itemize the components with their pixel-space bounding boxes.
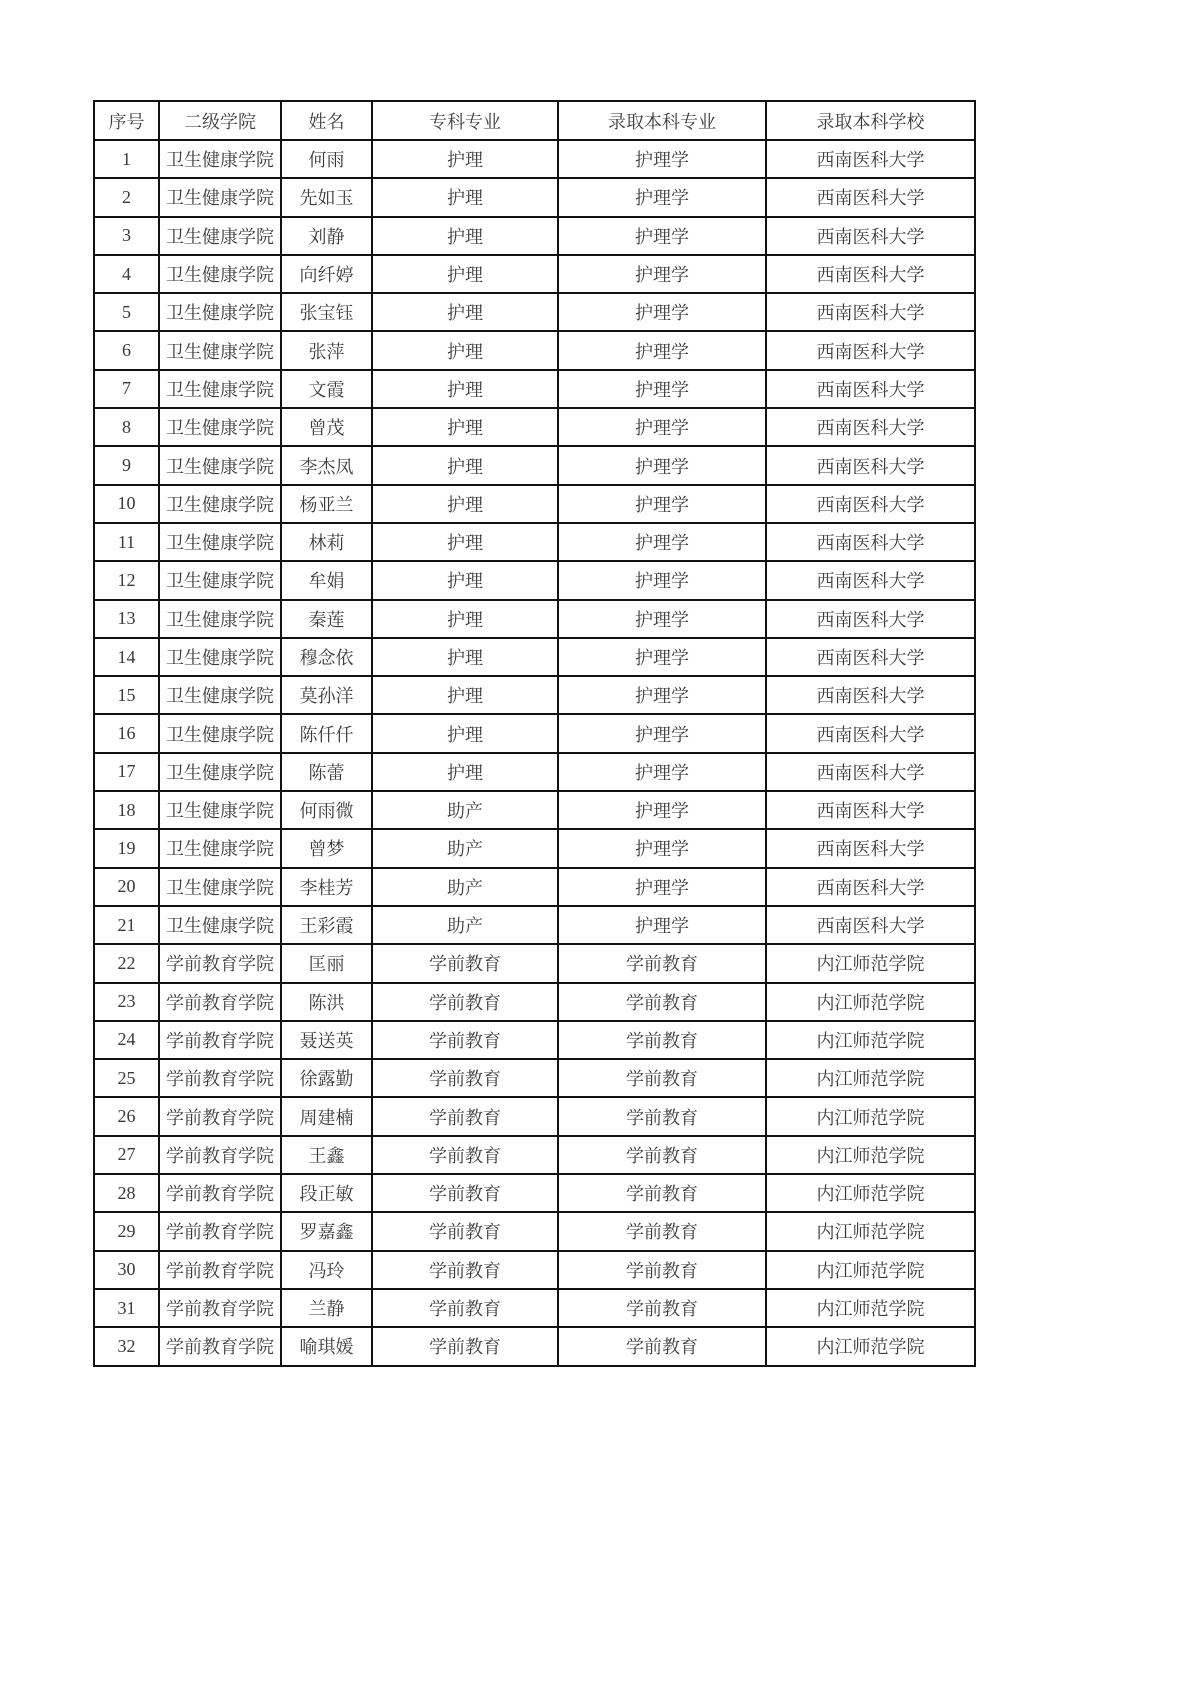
table-row	[94, 1021, 975, 1059]
table-row	[94, 1136, 975, 1174]
cell-diploma-major: 护理	[372, 446, 558, 484]
table-row	[94, 446, 975, 484]
cell-admitted-school: 内江师范学院	[766, 1212, 975, 1250]
cell-admitted-school: 西南医科大学	[766, 523, 975, 561]
cell-admitted-school: 西南医科大学	[766, 753, 975, 791]
cell-index: 19	[94, 829, 159, 867]
cell-diploma-major: 护理	[372, 217, 558, 255]
cell-admitted-major: 学前教育	[558, 1021, 766, 1059]
admission-roster-table	[93, 100, 976, 1367]
cell-name: 王彩霞	[281, 906, 372, 944]
cell-college: 卫生健康学院	[159, 370, 281, 408]
table-row	[94, 1174, 975, 1212]
cell-index: 4	[94, 255, 159, 293]
table-row	[94, 791, 975, 829]
cell-diploma-major: 助产	[372, 868, 558, 906]
cell-college: 卫生健康学院	[159, 600, 281, 638]
cell-admitted-school: 西南医科大学	[766, 255, 975, 293]
table-row	[94, 140, 975, 178]
cell-admitted-major: 护理学	[558, 293, 766, 331]
cell-diploma-major: 护理	[372, 370, 558, 408]
cell-name: 曾梦	[281, 829, 372, 867]
cell-admitted-major: 护理学	[558, 829, 766, 867]
table-row	[94, 1212, 975, 1250]
cell-admitted-school: 西南医科大学	[766, 868, 975, 906]
table-row	[94, 676, 975, 714]
cell-admitted-school: 西南医科大学	[766, 178, 975, 216]
cell-admitted-school: 内江师范学院	[766, 1136, 975, 1174]
cell-index: 15	[94, 676, 159, 714]
cell-admitted-school: 内江师范学院	[766, 1289, 975, 1327]
cell-college: 卫生健康学院	[159, 638, 281, 676]
cell-college: 卫生健康学院	[159, 446, 281, 484]
cell-diploma-major: 学前教育	[372, 1021, 558, 1059]
cell-college: 卫生健康学院	[159, 906, 281, 944]
cell-college: 卫生健康学院	[159, 676, 281, 714]
cell-name: 文霞	[281, 370, 372, 408]
cell-index: 6	[94, 331, 159, 369]
cell-college: 卫生健康学院	[159, 217, 281, 255]
cell-college: 学前教育学院	[159, 1327, 281, 1365]
cell-index: 12	[94, 561, 159, 599]
cell-college: 卫生健康学院	[159, 791, 281, 829]
table-row	[94, 370, 975, 408]
cell-college: 学前教育学院	[159, 983, 281, 1021]
cell-admitted-school: 内江师范学院	[766, 944, 975, 982]
cell-admitted-school: 西南医科大学	[766, 446, 975, 484]
cell-name: 曾茂	[281, 408, 372, 446]
cell-admitted-major: 护理学	[558, 485, 766, 523]
cell-diploma-major: 学前教育	[372, 1327, 558, 1365]
cell-diploma-major: 护理	[372, 523, 558, 561]
cell-index: 24	[94, 1021, 159, 1059]
cell-admitted-school: 西南医科大学	[766, 140, 975, 178]
cell-admitted-major: 护理学	[558, 255, 766, 293]
cell-name: 穆念依	[281, 638, 372, 676]
cell-index: 16	[94, 714, 159, 752]
cell-admitted-major: 护理学	[558, 600, 766, 638]
cell-admitted-major: 护理学	[558, 523, 766, 561]
cell-admitted-school: 西南医科大学	[766, 217, 975, 255]
cell-index: 3	[94, 217, 159, 255]
cell-college: 学前教育学院	[159, 1097, 281, 1135]
cell-admitted-school: 内江师范学院	[766, 1021, 975, 1059]
cell-college: 卫生健康学院	[159, 868, 281, 906]
cell-name: 杨亚兰	[281, 485, 372, 523]
cell-admitted-school: 内江师范学院	[766, 1174, 975, 1212]
cell-index: 14	[94, 638, 159, 676]
cell-admitted-school: 内江师范学院	[766, 1097, 975, 1135]
table-row	[94, 485, 975, 523]
cell-name: 匡丽	[281, 944, 372, 982]
table-body	[94, 140, 975, 1366]
cell-admitted-major: 护理学	[558, 561, 766, 599]
cell-name: 喻琪媛	[281, 1327, 372, 1365]
table-row	[94, 638, 975, 676]
cell-diploma-major: 护理	[372, 178, 558, 216]
table-row	[94, 1097, 975, 1135]
cell-admitted-major: 护理学	[558, 217, 766, 255]
cell-admitted-major: 护理学	[558, 868, 766, 906]
cell-admitted-major: 护理学	[558, 408, 766, 446]
cell-admitted-major: 护理学	[558, 331, 766, 369]
cell-name: 冯玲	[281, 1251, 372, 1289]
cell-college: 学前教育学院	[159, 1251, 281, 1289]
cell-index: 5	[94, 293, 159, 331]
cell-name: 王鑫	[281, 1136, 372, 1174]
cell-college: 卫生健康学院	[159, 485, 281, 523]
cell-diploma-major: 学前教育	[372, 1289, 558, 1327]
table-row	[94, 829, 975, 867]
cell-index: 25	[94, 1059, 159, 1097]
cell-admitted-school: 内江师范学院	[766, 1327, 975, 1365]
cell-admitted-major: 学前教育	[558, 1327, 766, 1365]
cell-admitted-school: 西南医科大学	[766, 791, 975, 829]
cell-admitted-major: 护理学	[558, 906, 766, 944]
cell-index: 8	[94, 408, 159, 446]
cell-name: 陈蕾	[281, 753, 372, 791]
cell-name: 徐露勤	[281, 1059, 372, 1097]
cell-admitted-major: 学前教育	[558, 1251, 766, 1289]
table-row	[94, 1327, 975, 1365]
header-name: 姓名	[281, 101, 372, 140]
table-row	[94, 983, 975, 1021]
cell-diploma-major: 助产	[372, 906, 558, 944]
cell-index: 10	[94, 485, 159, 523]
cell-admitted-major: 学前教育	[558, 1174, 766, 1212]
cell-name: 秦莲	[281, 600, 372, 638]
cell-index: 29	[94, 1212, 159, 1250]
cell-college: 学前教育学院	[159, 1174, 281, 1212]
table-row	[94, 753, 975, 791]
cell-name: 聂送英	[281, 1021, 372, 1059]
cell-index: 1	[94, 140, 159, 178]
cell-admitted-major: 护理学	[558, 446, 766, 484]
cell-diploma-major: 护理	[372, 293, 558, 331]
cell-admitted-school: 西南医科大学	[766, 485, 975, 523]
cell-college: 学前教育学院	[159, 1136, 281, 1174]
cell-college: 卫生健康学院	[159, 408, 281, 446]
cell-index: 9	[94, 446, 159, 484]
table-row	[94, 255, 975, 293]
cell-name: 段正敏	[281, 1174, 372, 1212]
cell-admitted-school: 西南医科大学	[766, 331, 975, 369]
table-row	[94, 1059, 975, 1097]
cell-diploma-major: 助产	[372, 829, 558, 867]
cell-admitted-major: 护理学	[558, 714, 766, 752]
cell-college: 学前教育学院	[159, 1289, 281, 1327]
cell-index: 20	[94, 868, 159, 906]
cell-name: 罗嘉鑫	[281, 1212, 372, 1250]
cell-index: 27	[94, 1136, 159, 1174]
cell-name: 兰静	[281, 1289, 372, 1327]
header-admitted-school: 录取本科学校	[766, 101, 975, 140]
cell-admitted-major: 护理学	[558, 676, 766, 714]
cell-index: 7	[94, 370, 159, 408]
cell-admitted-school: 内江师范学院	[766, 1251, 975, 1289]
cell-diploma-major: 护理	[372, 140, 558, 178]
cell-diploma-major: 学前教育	[372, 1097, 558, 1135]
table-row	[94, 523, 975, 561]
cell-admitted-major: 护理学	[558, 178, 766, 216]
cell-college: 卫生健康学院	[159, 829, 281, 867]
cell-diploma-major: 护理	[372, 638, 558, 676]
cell-name: 林莉	[281, 523, 372, 561]
cell-diploma-major: 学前教育	[372, 983, 558, 1021]
cell-admitted-school: 西南医科大学	[766, 714, 975, 752]
cell-college: 卫生健康学院	[159, 140, 281, 178]
cell-diploma-major: 学前教育	[372, 1059, 558, 1097]
cell-admitted-school: 内江师范学院	[766, 1059, 975, 1097]
cell-admitted-major: 学前教育	[558, 983, 766, 1021]
table-row	[94, 331, 975, 369]
header-admitted-major: 录取本科专业	[558, 101, 766, 140]
cell-index: 32	[94, 1327, 159, 1365]
table-row	[94, 906, 975, 944]
cell-index: 11	[94, 523, 159, 561]
cell-admitted-major: 护理学	[558, 753, 766, 791]
table-row	[94, 293, 975, 331]
cell-college: 学前教育学院	[159, 1212, 281, 1250]
cell-name: 李桂芳	[281, 868, 372, 906]
cell-admitted-major: 护理学	[558, 140, 766, 178]
cell-college: 学前教育学院	[159, 1021, 281, 1059]
cell-diploma-major: 学前教育	[372, 1251, 558, 1289]
cell-admitted-school: 西南医科大学	[766, 408, 975, 446]
cell-college: 卫生健康学院	[159, 714, 281, 752]
cell-index: 23	[94, 983, 159, 1021]
cell-admitted-school: 西南医科大学	[766, 829, 975, 867]
cell-admitted-major: 学前教育	[558, 1059, 766, 1097]
cell-college: 卫生健康学院	[159, 561, 281, 599]
cell-diploma-major: 护理	[372, 600, 558, 638]
cell-admitted-school: 西南医科大学	[766, 561, 975, 599]
cell-college: 卫生健康学院	[159, 293, 281, 331]
cell-diploma-major: 学前教育	[372, 1136, 558, 1174]
cell-index: 18	[94, 791, 159, 829]
cell-admitted-major: 学前教育	[558, 1136, 766, 1174]
cell-name: 周建楠	[281, 1097, 372, 1135]
cell-diploma-major: 护理	[372, 408, 558, 446]
cell-diploma-major: 护理	[372, 753, 558, 791]
cell-college: 卫生健康学院	[159, 178, 281, 216]
table-row	[94, 178, 975, 216]
table-row	[94, 868, 975, 906]
cell-index: 2	[94, 178, 159, 216]
cell-admitted-school: 西南医科大学	[766, 906, 975, 944]
cell-college: 卫生健康学院	[159, 523, 281, 561]
header-diploma-major: 专科专业	[372, 101, 558, 140]
cell-name: 李杰凤	[281, 446, 372, 484]
table-header-row	[94, 101, 975, 140]
cell-diploma-major: 护理	[372, 714, 558, 752]
cell-diploma-major: 护理	[372, 676, 558, 714]
cell-admitted-school: 西南医科大学	[766, 600, 975, 638]
cell-admitted-major: 学前教育	[558, 1212, 766, 1250]
cell-index: 17	[94, 753, 159, 791]
cell-name: 张萍	[281, 331, 372, 369]
cell-admitted-school: 西南医科大学	[766, 676, 975, 714]
cell-diploma-major: 学前教育	[372, 1174, 558, 1212]
cell-diploma-major: 学前教育	[372, 944, 558, 982]
cell-college: 卫生健康学院	[159, 255, 281, 293]
table-row	[94, 217, 975, 255]
table-row	[94, 408, 975, 446]
cell-diploma-major: 护理	[372, 331, 558, 369]
cell-diploma-major: 护理	[372, 255, 558, 293]
cell-diploma-major: 护理	[372, 561, 558, 599]
header-index: 序号	[94, 101, 159, 140]
cell-admitted-school: 内江师范学院	[766, 983, 975, 1021]
header-college: 二级学院	[159, 101, 281, 140]
table-row	[94, 561, 975, 599]
cell-index: 22	[94, 944, 159, 982]
cell-admitted-major: 学前教育	[558, 1097, 766, 1135]
table-row	[94, 1289, 975, 1327]
table-row	[94, 1251, 975, 1289]
cell-name: 陈仟仟	[281, 714, 372, 752]
cell-admitted-major: 护理学	[558, 638, 766, 676]
table-row	[94, 944, 975, 982]
cell-college: 卫生健康学院	[159, 753, 281, 791]
cell-admitted-school: 西南医科大学	[766, 370, 975, 408]
cell-admitted-major: 护理学	[558, 791, 766, 829]
cell-diploma-major: 护理	[372, 485, 558, 523]
cell-admitted-school: 西南医科大学	[766, 293, 975, 331]
cell-index: 13	[94, 600, 159, 638]
cell-name: 莫孙洋	[281, 676, 372, 714]
cell-admitted-major: 学前教育	[558, 944, 766, 982]
cell-name: 张宝钰	[281, 293, 372, 331]
cell-index: 26	[94, 1097, 159, 1135]
cell-name: 向纤婷	[281, 255, 372, 293]
cell-name: 先如玉	[281, 178, 372, 216]
table-row	[94, 714, 975, 752]
table-row	[94, 600, 975, 638]
cell-admitted-major: 护理学	[558, 370, 766, 408]
cell-index: 30	[94, 1251, 159, 1289]
cell-name: 何雨	[281, 140, 372, 178]
cell-admitted-school: 西南医科大学	[766, 638, 975, 676]
cell-name: 刘静	[281, 217, 372, 255]
cell-index: 21	[94, 906, 159, 944]
cell-admitted-major: 学前教育	[558, 1289, 766, 1327]
cell-index: 31	[94, 1289, 159, 1327]
cell-college: 学前教育学院	[159, 1059, 281, 1097]
cell-name: 何雨微	[281, 791, 372, 829]
cell-college: 学前教育学院	[159, 944, 281, 982]
cell-college: 卫生健康学院	[159, 331, 281, 369]
cell-name: 牟娟	[281, 561, 372, 599]
cell-index: 28	[94, 1174, 159, 1212]
cell-name: 陈洪	[281, 983, 372, 1021]
cell-diploma-major: 学前教育	[372, 1212, 558, 1250]
cell-diploma-major: 助产	[372, 791, 558, 829]
